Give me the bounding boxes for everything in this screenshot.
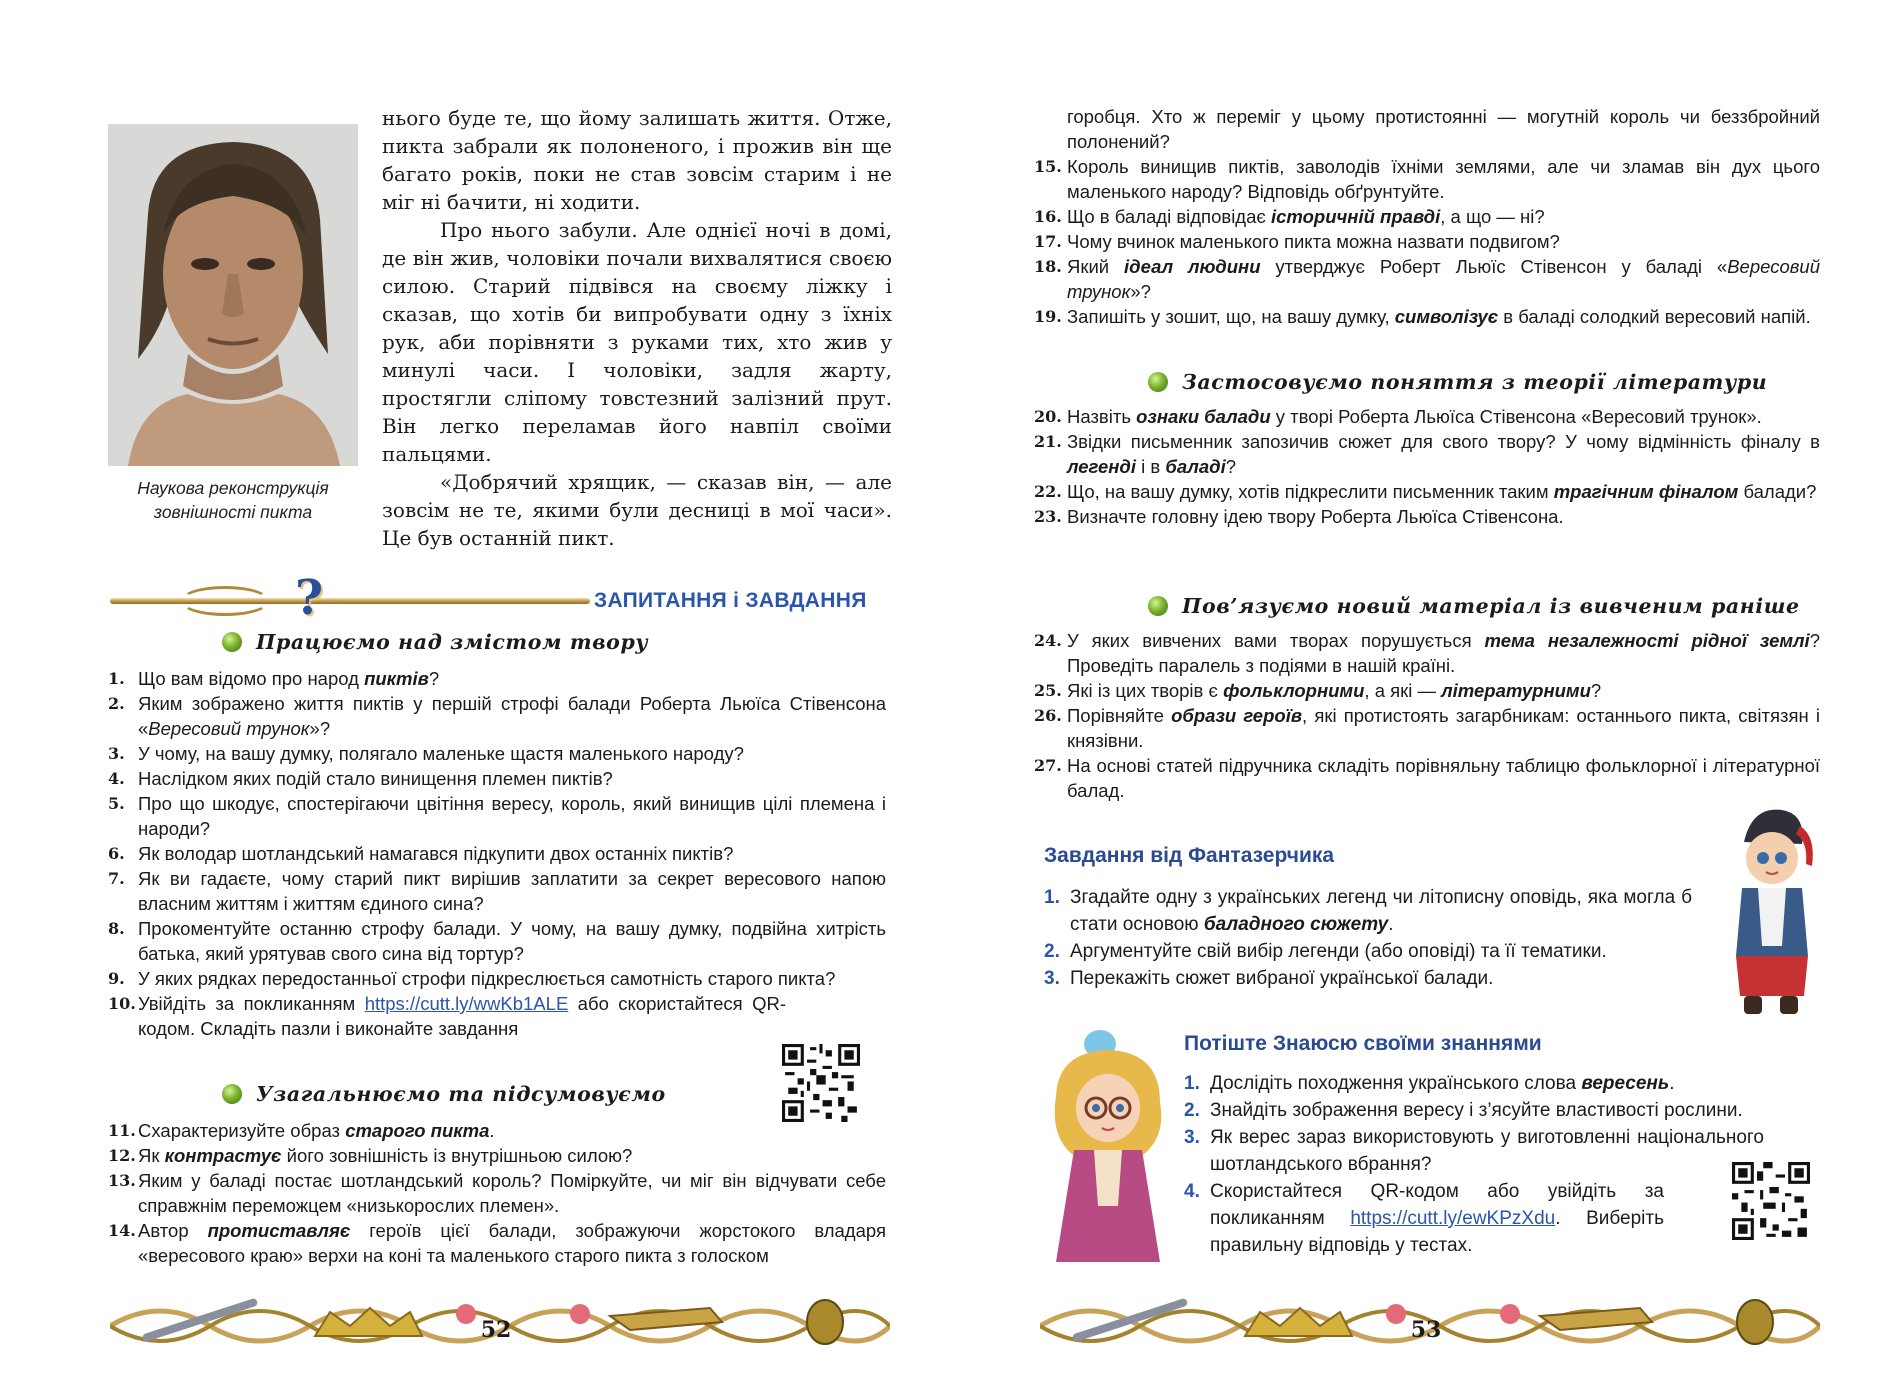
list-item: 20. Назвіть ознаки балади у творі Роберта Льюїса Стівенсона «Вересовий трунок». <box>1034 406 1762 427</box>
list-item: 26. Порівняйте образи героїв, які протистоять загарбникам: останнього пикта, світязян і князівни. <box>1034 705 1820 751</box>
cutt-link[interactable]: https://cutt.ly/wwKb1ALE <box>364 993 569 1014</box>
cutt-link[interactable]: https://cutt.ly/ewKPzXdu <box>1350 1208 1556 1229</box>
story-text <box>382 104 892 552</box>
question-list <box>1034 628 1820 803</box>
qr-code-icon[interactable] <box>778 1040 864 1126</box>
list-item: 3. Як верес зараз використовують у виготовленні національного шотландського вбрання? <box>1184 1127 1764 1175</box>
list-item: 14. Автор протиставляє героїв цієї балади, зображуючи жорстокого владаря «вересового краю» верхи на коні та маленького старого пикта з голоском <box>108 1220 886 1266</box>
list-item: 16. Що в баладі відповідає історичній правді, а що — ні? <box>1034 206 1545 227</box>
green-bullet-icon <box>222 1084 242 1104</box>
list-item: 1. Дослідіть походження українського слова вересень. <box>1184 1073 1675 1094</box>
list-item: 1. Що вам відомо про народ пиктів? <box>108 668 440 689</box>
green-bullet-icon <box>222 632 242 652</box>
cossack-boy-character-icon <box>1722 806 1818 1018</box>
list-item: 12. Як контрастує його зовнішність із внутрішньою силою? <box>108 1145 633 1166</box>
list-item: 24. У яких вивчених вами творах порушується тема незалежності рідної землі? Проведіть паралель з подіями в нашій країні. <box>1034 630 1820 676</box>
list-item: 1. Згадайте одну з українських легенд чи літописну оповідь, яка могла б стати основою баладного сюжету. <box>1044 887 1692 935</box>
list-item: 4. Наслідком яких подій стало винищення племен пиктів? <box>108 768 613 789</box>
list-item: 2. Знайдіть зображення вересу і з’ясуйте властивості рослини. <box>1184 1100 1743 1121</box>
section-heading: Узагальнюємо та підсумовуємо <box>222 1082 666 1106</box>
list-item: 7. Як ви гадаєте, чому старий пикт вирішив заплатити за секрет вересового напою власним життям і життям єдиного сина? <box>108 868 886 914</box>
task-list <box>1044 884 1692 992</box>
list-item: 4. Скористайтеся QR-кодом або увійдіть за покликанням https://cutt.ly/ewKPzXdu. Виберіть правильну відповідь у тестах. <box>1184 1181 1664 1256</box>
list-item: 2. Аргументуйте свій вибір легенди (або оповіді) та її тематики. <box>1044 941 1607 962</box>
list-item: 21. Звідки письменник запозичив сюжет для свого твору? У чому відмінність фіналу в легенді і в баладі? <box>1034 431 1820 477</box>
list-item: 11. Схарактеризуйте образ старого пикта. <box>108 1120 495 1141</box>
banner-swirl-icon <box>180 586 270 616</box>
list-item: 3. У чому, на вашу думку, полягало маленьке щастя маленького народу? <box>108 743 744 764</box>
list-item: 8. Прокоментуйте останню строфу балади. У чому, на вашу думку, подвійна хитрість батька, який урятував свого сина від тортур? <box>108 918 886 964</box>
story-paragraph: Про нього забули. Але однієї ночі в домі, де він жив, чоловіки почали вихвалятися своєю силою. Старий підвівся на своєму ліжку і сказав, що хотів би випробувати одну з їхніх рук, аби порівняти з руками тих, хто жив у минулі часи. І чоловіки, задля жарту, простягли сліпому товстезний залізний прут. Він легко переламав його навпіл своїми пальцями. <box>382 218 892 466</box>
section-heading: Пов’язуємо новий матеріал із вивченим раніше <box>1148 594 1800 618</box>
list-item: 2. Яким зображено життя пиктів у першій строфі балади Роберта Льюїса Стівенсона «Вересовий трунок»? <box>108 693 886 739</box>
list-item: 9. У яких рядках передостанньої строфи підкреслюється самотність старого пикта? <box>108 968 836 989</box>
list-item: 13. Яким у баладі постає шотландський король? Поміркуйте, чи міг він відчувати себе справжнім переможцем «низькорослих племен». <box>108 1170 886 1216</box>
list-item: 25. Які із цих творів є фольклорними, а які — літературними? <box>1034 680 1602 701</box>
banner-title: ЗАПИТАННЯ і ЗАВДАННЯ <box>594 589 867 612</box>
list-item: 5. Про що шкодує, спостерігаючи цвітіння вересу, король, який винищив цілі племена і народи? <box>108 793 886 839</box>
question-list <box>108 1118 886 1268</box>
story-paragraph: «Добрячий хрящик, — сказав він, — але зовсім не те, якими були десниці в мої часи». Це був останній пикт. <box>382 470 892 550</box>
question-list <box>108 666 886 1041</box>
box-title: Завдання від Фантазерчика <box>1044 844 1335 867</box>
section-heading: Працюємо над змістом твору <box>222 630 648 654</box>
pict-reconstruction-image <box>108 124 358 466</box>
list-item: 10. Увійдіть за покликанням https://cutt.ly/wwKb1ALE або скористайтеся QR-кодом. Складіть пазли і виконайте завдання <box>108 993 786 1039</box>
green-bullet-icon <box>1148 372 1168 392</box>
list-item: 17. Чому вчинок маленького пикта можна назвати подвигом? <box>1034 231 1560 252</box>
task-list <box>1184 1070 1764 1259</box>
page-number: 53 <box>1410 1317 1442 1343</box>
green-bullet-icon <box>1148 596 1168 616</box>
section-heading: Застосовуємо поняття з теорії літератури <box>1148 370 1767 394</box>
list-item: 6. Як володар шотландський намагався підкупити двох останніх пиктів? <box>108 843 734 864</box>
list-item: горобця. Хто ж переміг у цьому протистоянні — могутній король чи беззбройний полонений? <box>1067 106 1820 152</box>
girl-character-icon <box>1048 1026 1168 1272</box>
list-item: 18. Який ідеал людини утверджує Роберт Льюїс Стівенсон у баладі «Вересовий трунок»? <box>1034 256 1820 302</box>
qr-code-icon[interactable] <box>1728 1158 1814 1244</box>
list-item: 19. Запишіть у зошит, що, на вашу думку, символізує в баладі солодкий вересовий напій. <box>1034 306 1811 327</box>
question-list <box>1034 404 1820 529</box>
list-item: 22. Що, на вашу думку, хотів підкреслити письменник таким трагічним фіналом балади? <box>1034 481 1817 502</box>
question-mark-icon: ? <box>294 570 324 626</box>
questions-banner <box>110 570 890 626</box>
list-item: 15. Король винищив пиктів, заволодів їхніми землями, але чи зламав він дух цього маленького народу? Відповідь обґрунтуйте. <box>1034 156 1820 202</box>
question-list <box>1034 104 1820 329</box>
box-title: Потіште Знаюсю своїми знаннями <box>1184 1032 1542 1055</box>
image-caption: Наукова реконструкція зовнішності пикта <box>137 478 329 522</box>
right-page <box>952 0 1904 1400</box>
list-item: 3. Перекажіть сюжет вибраної української балади. <box>1044 968 1494 989</box>
list-item: 23. Визначте головну ідею твору Роберта Льюїса Стівенсона. <box>1034 506 1564 527</box>
page-number: 52 <box>480 1317 512 1343</box>
story-paragraph: нього буде те, що йому залишать життя. Отже, пикта забрали як полоненого, і прожив він ще багато років, поки не став зовсім старим і не міг ні бачити, ні ходити. <box>382 106 892 214</box>
list-item: 27. На основі статей підручника складіть порівняльну таблицю фольклорної і літературної балад. <box>1034 755 1820 801</box>
